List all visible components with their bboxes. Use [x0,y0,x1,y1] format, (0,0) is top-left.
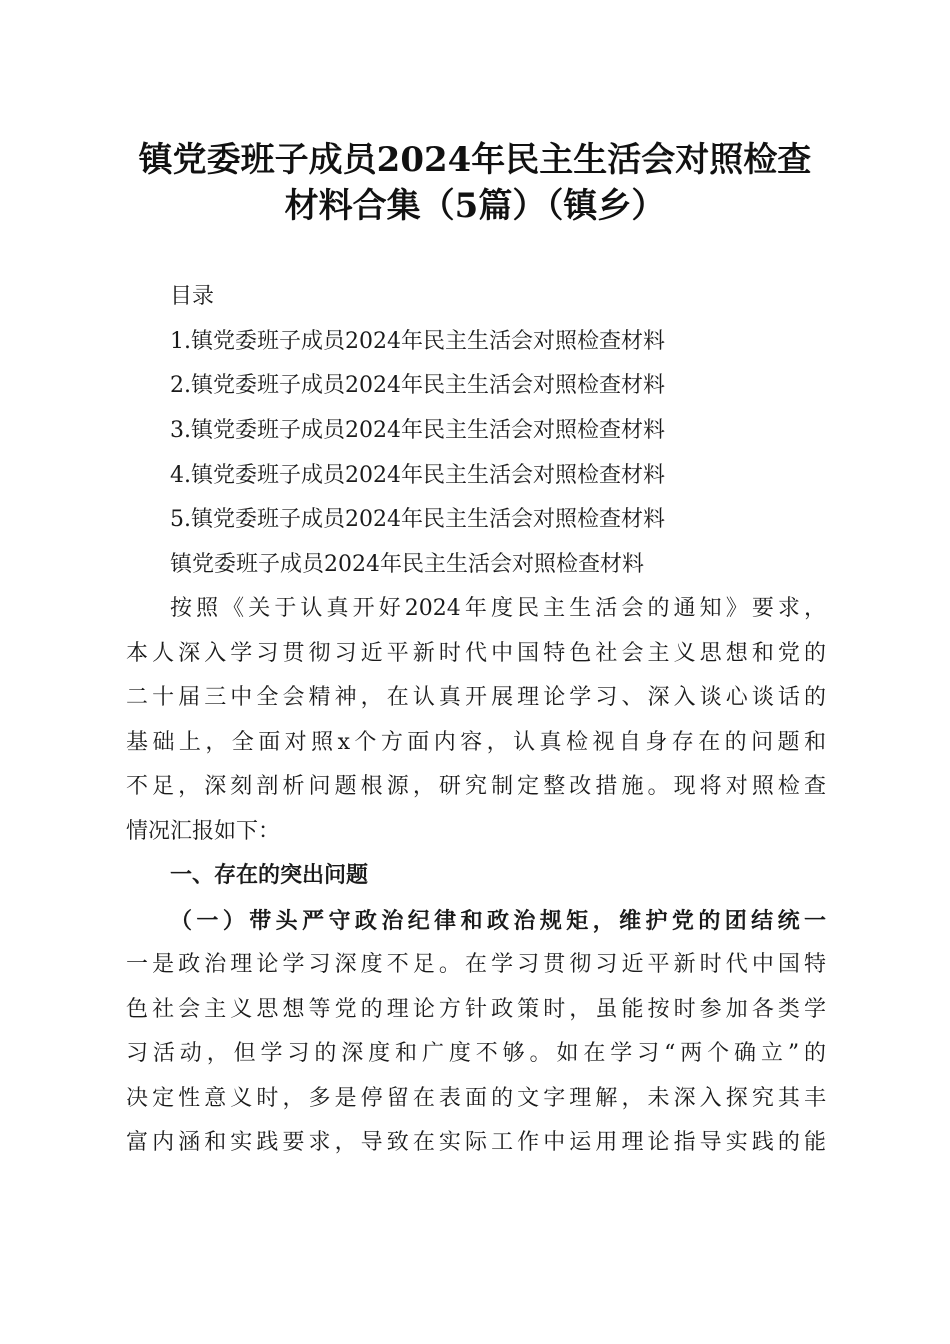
intro-line-5: 不足，深刻剖析问题根源，研究制定整改措施。现将对照检查 [126,774,826,799]
body-line-3: 习活动，但学习的深度和广度不够。如在学习“两个确立”的 [126,1041,826,1066]
subsection-heading: （一）带头严守政治纪律和政治规矩，维护党的团结统一 [170,908,826,934]
body-line-2: 色社会主义思想等党的理论方针政策时，虽能按时参加各类学 [126,997,826,1022]
toc-item-4: 4.镇党委班子成员2024年民主生活会对照检查材料 [170,463,665,488]
intro-line-4: 基础上，全面对照x个方面内容，认真检视自身存在的问题和 [126,730,826,755]
toc-label: 目录 [170,284,215,309]
article-title: 镇党委班子成员2024年民主生活会对照检查材料 [170,552,644,577]
intro-line-3: 二十届三中全会精神，在认真开展理论学习、深入谈心谈话的 [126,685,826,710]
toc-item-2: 2.镇党委班子成员2024年民主生活会对照检查材料 [170,373,665,398]
intro-line-2: 本人深入学习贯彻习近平新时代中国特色社会主义思想和党的 [126,641,826,666]
toc-item-3: 3.镇党委班子成员2024年民主生活会对照检查材料 [170,418,665,443]
toc-item-1: 1.镇党委班子成员2024年民主生活会对照检查材料 [170,329,665,354]
body-line-4: 决定性意义时，多是停留在表面的文字理解，未深入探究其丰 [126,1086,826,1111]
intro-line-1: 按照《关于认真开好2024年度民主生活会的通知》要求， [170,596,826,621]
body-line-5: 富内涵和实践要求，导致在实际工作中运用理论指导实践的能 [126,1130,826,1155]
intro-line-6: 情况汇报如下： [126,819,281,844]
body-line-1: 一是政治理论学习深度不足。在学习贯彻习近平新时代中国特 [126,952,826,977]
document-title-line-2: 材料合集（5篇）（镇乡） [284,186,666,226]
document-title-line-1: 镇党委班子成员2024年民主生活会对照检查 [138,140,812,180]
toc-item-5: 5.镇党委班子成员2024年民主生活会对照检查材料 [170,507,665,532]
section-heading: 一、存在的突出问题 [170,863,369,888]
